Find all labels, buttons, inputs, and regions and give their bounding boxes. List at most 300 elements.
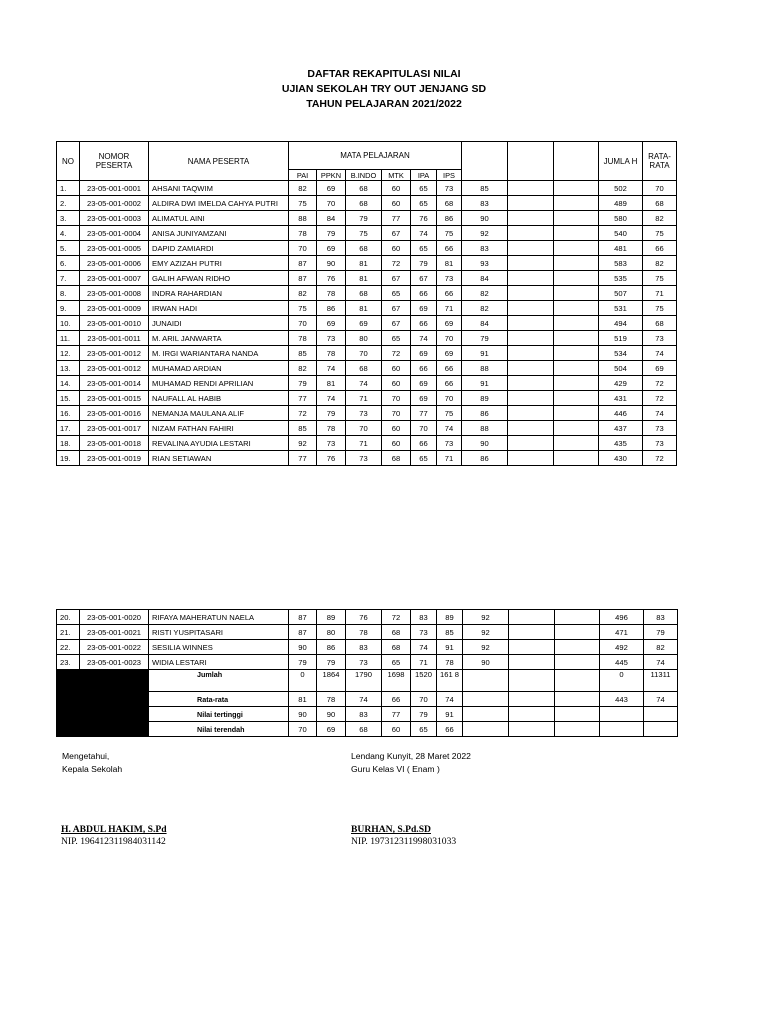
right-signer-name: BURHAN, S.Pd.SD — [351, 824, 431, 835]
row-number: 14. — [57, 376, 80, 391]
score-bindo: 81 — [346, 271, 382, 286]
score-ipa: 71 — [411, 655, 437, 670]
score-sbdp: 84 — [462, 271, 508, 286]
score-rata: 70 — [643, 181, 677, 196]
score-rata: 73 — [643, 331, 677, 346]
header-rata-rata: RATA-RATA — [643, 142, 677, 181]
score-jumlah: 489 — [599, 196, 643, 211]
summary-ips: 66 — [437, 722, 463, 737]
score-ips: 70 — [437, 391, 462, 406]
score-ppkn: 70 — [317, 196, 346, 211]
score-pai: 88 — [289, 211, 317, 226]
score-jumlah: 445 — [600, 655, 644, 670]
score-mulok — [554, 376, 599, 391]
score-sbdp: 82 — [462, 286, 508, 301]
row-number: 2. — [57, 196, 80, 211]
score-sbdp: 90 — [463, 655, 509, 670]
participant-name: M. ARIL JANWARTA — [149, 331, 289, 346]
right-signer-nip: NIP. 197312311998031033 — [351, 836, 457, 847]
score-ppkn: 86 — [317, 301, 346, 316]
score-mulok — [554, 346, 599, 361]
score-ipa: 66 — [411, 286, 437, 301]
score-jumlah: 435 — [599, 436, 643, 451]
summary-mulok — [555, 692, 600, 707]
score-mulok — [555, 640, 600, 655]
summary-mulok — [555, 707, 600, 722]
score-bindo: 68 — [346, 241, 382, 256]
score-bindo: 71 — [346, 436, 382, 451]
summary-mtk: 1698 — [382, 670, 411, 692]
table-row — [57, 451, 677, 466]
score-rata: 69 — [643, 361, 677, 376]
left-signer-nip: NIP. 196412311984031142 — [61, 836, 166, 847]
participant-number: 23-05-001-0008 — [80, 286, 149, 301]
summary-pai: 90 — [289, 707, 317, 722]
score-ips: 78 — [437, 655, 463, 670]
score-sbdp: 90 — [462, 211, 508, 226]
score-ppkn: 86 — [317, 640, 346, 655]
summary-pjok — [509, 707, 555, 722]
score-rata: 74 — [643, 406, 677, 421]
summary-bindo: 68 — [346, 722, 382, 737]
table-row — [57, 316, 677, 331]
mengetahui-label: Mengetahui, — [62, 751, 110, 761]
score-rata: 74 — [644, 655, 678, 670]
score-ipa: 66 — [411, 436, 437, 451]
participant-name: NIZAM FATHAN FAHIRI — [149, 421, 289, 436]
score-pai: 82 — [289, 181, 317, 196]
score-ipa: 70 — [411, 421, 437, 436]
score-mtk: 72 — [382, 346, 411, 361]
row-number: 10. — [57, 316, 80, 331]
summary-rata — [644, 722, 678, 737]
right-signer — [351, 824, 456, 848]
score-ppkn: 79 — [317, 226, 346, 241]
score-ppkn: 74 — [317, 361, 346, 376]
score-bindo: 73 — [346, 451, 382, 466]
score-bindo: 75 — [346, 226, 382, 241]
score-bindo: 70 — [346, 346, 382, 361]
summary-label: Nilai tertinggi — [149, 707, 289, 722]
score-bindo: 76 — [346, 610, 382, 625]
score-ips: 68 — [437, 196, 462, 211]
summary-ipa: 79 — [411, 707, 437, 722]
summary-ips: 91 — [437, 707, 463, 722]
participant-number: 23-05-001-0018 — [80, 436, 149, 451]
summary-bindo: 74 — [346, 692, 382, 707]
summary-row — [57, 707, 678, 722]
score-mtk: 60 — [382, 421, 411, 436]
score-pjok — [508, 376, 554, 391]
score-pjok — [508, 331, 554, 346]
participant-number: 23-05-001-0006 — [80, 256, 149, 271]
score-jumlah: 580 — [599, 211, 643, 226]
score-ipa: 65 — [411, 196, 437, 211]
row-number: 6. — [57, 256, 80, 271]
score-ips: 66 — [437, 376, 462, 391]
table-row — [57, 391, 677, 406]
score-ips: 66 — [437, 361, 462, 376]
score-ppkn: 78 — [317, 346, 346, 361]
participant-name: INDRA RAHARDIAN — [149, 286, 289, 301]
row-number: 3. — [57, 211, 80, 226]
score-rata: 72 — [643, 376, 677, 391]
summary-pai: 0 — [289, 670, 317, 692]
score-pjok — [508, 406, 554, 421]
summary-bindo: 1790 — [346, 670, 382, 692]
summary-ips: 161 8 — [437, 670, 463, 692]
score-ipa: 65 — [411, 181, 437, 196]
score-ips: 89 — [437, 610, 463, 625]
score-rata: 79 — [644, 625, 678, 640]
score-ips: 75 — [437, 226, 462, 241]
score-rata: 82 — [643, 256, 677, 271]
summary-sbdp — [463, 707, 509, 722]
participant-number: 23-05-001-0009 — [80, 301, 149, 316]
score-pai: 75 — [289, 196, 317, 211]
score-pai: 70 — [289, 241, 317, 256]
score-pai: 77 — [289, 391, 317, 406]
grades-table-continued — [56, 609, 678, 737]
score-pjok — [508, 346, 554, 361]
score-mtk: 70 — [382, 391, 411, 406]
score-mulok — [555, 625, 600, 640]
score-rata: 68 — [643, 196, 677, 211]
score-sbdp: 83 — [462, 196, 508, 211]
score-sbdp: 86 — [462, 451, 508, 466]
table-row — [57, 640, 678, 655]
score-mtk: 67 — [382, 271, 411, 286]
score-bindo: 73 — [346, 406, 382, 421]
score-bindo: 78 — [346, 625, 382, 640]
table-row — [57, 361, 677, 376]
row-number: 16. — [57, 406, 80, 421]
score-ppkn: 73 — [317, 436, 346, 451]
summary-ppkn: 78 — [317, 692, 346, 707]
row-number: 4. — [57, 226, 80, 241]
score-sbdp: 92 — [463, 610, 509, 625]
participant-number: 23-05-001-0004 — [80, 226, 149, 241]
score-pai: 79 — [289, 376, 317, 391]
score-ipa: 65 — [411, 451, 437, 466]
summary-sbdp — [463, 692, 509, 707]
participant-name: ALIMATUL AINI — [149, 211, 289, 226]
row-number: 21. — [57, 625, 80, 640]
score-jumlah: 502 — [599, 181, 643, 196]
summary-ipa: 70 — [411, 692, 437, 707]
row-number: 22. — [57, 640, 80, 655]
summary-pjok — [509, 670, 555, 692]
participant-name: RIFAYA MAHERATUN NAELA — [149, 610, 289, 625]
document-subtitle: UJIAN SEKOLAH TRY OUT JENJANG SD — [281, 83, 487, 95]
table-row — [57, 241, 677, 256]
score-sbdp: 90 — [462, 436, 508, 451]
guru-kelas-label: Guru Kelas VI ( Enam ) — [351, 764, 440, 774]
score-pjok — [508, 211, 554, 226]
table-row — [57, 436, 677, 451]
score-jumlah: 583 — [599, 256, 643, 271]
score-rata: 68 — [643, 316, 677, 331]
summary-pai: 70 — [289, 722, 317, 737]
participant-number: 23-05-001-0016 — [80, 406, 149, 421]
row-number: 18. — [57, 436, 80, 451]
score-sbdp: 91 — [462, 346, 508, 361]
score-jumlah: 494 — [599, 316, 643, 331]
participant-name: EMY AZIZAH PUTRI — [149, 256, 289, 271]
left-signature-block — [62, 750, 122, 776]
score-ips: 75 — [437, 406, 462, 421]
summary-sbdp — [463, 670, 509, 692]
score-bindo: 68 — [346, 196, 382, 211]
score-jumlah: 507 — [599, 286, 643, 301]
header-mata-pelajaran: MATA PELAJARAN — [289, 142, 462, 170]
score-mulok — [554, 421, 599, 436]
score-ppkn: 76 — [317, 451, 346, 466]
score-rata: 75 — [643, 301, 677, 316]
score-sbdp: 84 — [462, 316, 508, 331]
header-nama-peserta: NAMA PESERTA — [149, 142, 289, 181]
score-ips: 71 — [437, 451, 462, 466]
score-mtk: 60 — [382, 376, 411, 391]
summary-mtk: 66 — [382, 692, 411, 707]
header-subject: PAI — [289, 170, 317, 181]
participant-name: MUHAMAD RENDI APRILIAN — [149, 376, 289, 391]
score-pjok — [508, 226, 554, 241]
score-ppkn: 79 — [317, 406, 346, 421]
summary-row — [57, 670, 678, 692]
score-bindo: 83 — [346, 640, 382, 655]
score-mtk: 77 — [382, 211, 411, 226]
score-mulok — [554, 331, 599, 346]
summary-rata: 74 — [644, 692, 678, 707]
participant-number: 23-05-001-0001 — [80, 181, 149, 196]
participant-name: AHSANI TAQWIM — [149, 181, 289, 196]
score-ipa: 66 — [411, 316, 437, 331]
score-ipa: 69 — [411, 391, 437, 406]
participant-name: RISTI YUSPITASARI — [149, 625, 289, 640]
score-ipa: 69 — [411, 376, 437, 391]
summary-row — [57, 692, 678, 707]
table-row — [57, 331, 677, 346]
score-pjok — [508, 286, 554, 301]
table-row — [57, 211, 677, 226]
score-jumlah: 430 — [599, 451, 643, 466]
kepala-sekolah-label: Kepala Sekolah — [62, 764, 123, 774]
row-number: 12. — [57, 346, 80, 361]
summary-bindo: 83 — [346, 707, 382, 722]
score-bindo: 74 — [346, 376, 382, 391]
participant-name: WIDIA LESTARI — [149, 655, 289, 670]
score-rata: 75 — [643, 226, 677, 241]
score-mtk: 72 — [382, 610, 411, 625]
score-jumlah: 446 — [599, 406, 643, 421]
table-row — [57, 181, 677, 196]
row-number: 1. — [57, 181, 80, 196]
left-signer-name: H. ABDUL HAKIM, S.Pd — [61, 824, 167, 835]
summary-jumlah: 443 — [600, 692, 644, 707]
score-ipa: 74 — [411, 640, 437, 655]
score-mtk: 60 — [382, 436, 411, 451]
score-mulok — [554, 256, 599, 271]
table-row — [57, 421, 677, 436]
score-ppkn: 69 — [317, 241, 346, 256]
score-mulok — [554, 241, 599, 256]
score-rata: 82 — [643, 211, 677, 226]
score-ips: 85 — [437, 625, 463, 640]
score-pjok — [508, 316, 554, 331]
row-number: 20. — [57, 610, 80, 625]
score-pjok — [508, 391, 554, 406]
summary-ipa: 1520 — [411, 670, 437, 692]
participant-name: DAPID ZAMIARDI — [149, 241, 289, 256]
participant-number: 23-05-001-0007 — [80, 271, 149, 286]
score-ppkn: 69 — [317, 316, 346, 331]
row-number: 11. — [57, 331, 80, 346]
score-pai: 78 — [289, 226, 317, 241]
score-jumlah: 531 — [599, 301, 643, 316]
score-mtk: 60 — [382, 361, 411, 376]
score-rata: 72 — [643, 391, 677, 406]
score-pai: 87 — [289, 625, 317, 640]
score-rata: 74 — [643, 346, 677, 361]
score-mtk: 67 — [382, 301, 411, 316]
score-mulok — [555, 610, 600, 625]
score-ppkn: 89 — [317, 610, 346, 625]
score-jumlah: 496 — [600, 610, 644, 625]
score-mulok — [554, 211, 599, 226]
score-sbdp: 79 — [462, 331, 508, 346]
score-bindo: 79 — [346, 211, 382, 226]
summary-mtk: 77 — [382, 707, 411, 722]
score-pjok — [508, 256, 554, 271]
score-pai: 85 — [289, 346, 317, 361]
table-row — [57, 655, 678, 670]
score-pai: 78 — [289, 331, 317, 346]
participant-number: 23-05-001-0021 — [80, 625, 149, 640]
score-mtk: 60 — [382, 181, 411, 196]
score-bindo: 68 — [346, 286, 382, 301]
score-mulok — [554, 286, 599, 301]
score-rata: 71 — [643, 286, 677, 301]
score-jumlah: 540 — [599, 226, 643, 241]
score-ips: 74 — [437, 421, 462, 436]
score-pjok — [508, 241, 554, 256]
score-jumlah: 519 — [599, 331, 643, 346]
summary-ppkn: 1864 — [317, 670, 346, 692]
participant-number: 23-05-001-0020 — [80, 610, 149, 625]
summary-ppkn: 69 — [317, 722, 346, 737]
participant-number: 23-05-001-0022 — [80, 640, 149, 655]
score-sbdp: 82 — [462, 301, 508, 316]
score-bindo: 73 — [346, 655, 382, 670]
score-sbdp: 92 — [463, 640, 509, 655]
score-mtk: 68 — [382, 451, 411, 466]
score-pjok — [508, 421, 554, 436]
table-row — [57, 196, 677, 211]
row-number: 19. — [57, 451, 80, 466]
score-pjok — [509, 610, 555, 625]
score-pai: 87 — [289, 271, 317, 286]
participant-name: IRWAN HADI — [149, 301, 289, 316]
row-number: 15. — [57, 391, 80, 406]
participant-name: RIAN SETIAWAN — [149, 451, 289, 466]
score-jumlah: 492 — [600, 640, 644, 655]
summary-pai: 81 — [289, 692, 317, 707]
participant-name: NAUFALL AL HABIB — [149, 391, 289, 406]
participant-number: 23-05-001-0003 — [80, 211, 149, 226]
participant-name: NEMANJA MAULANA ALIF — [149, 406, 289, 421]
score-pai: 75 — [289, 301, 317, 316]
score-pai: 90 — [289, 640, 317, 655]
table-row — [57, 406, 677, 421]
header-blank — [462, 142, 508, 181]
row-number: 17. — [57, 421, 80, 436]
score-sbdp: 89 — [462, 391, 508, 406]
participant-name: GALIH AFWAN RIDHO — [149, 271, 289, 286]
score-pai: 82 — [289, 286, 317, 301]
participant-number: 23-05-001-0023 — [80, 655, 149, 670]
score-bindo: 80 — [346, 331, 382, 346]
document-title: DAFTAR REKAPITULASI NILAI — [307, 68, 461, 80]
score-rata: 83 — [644, 610, 678, 625]
score-rata: 82 — [644, 640, 678, 655]
score-sbdp: 85 — [462, 181, 508, 196]
row-number: 7. — [57, 271, 80, 286]
table-row — [57, 346, 677, 361]
table-row — [57, 226, 677, 241]
score-mtk: 65 — [382, 286, 411, 301]
score-pjok — [508, 181, 554, 196]
score-mulok — [554, 316, 599, 331]
table-row — [57, 625, 678, 640]
score-pjok — [508, 451, 554, 466]
score-pai: 85 — [289, 421, 317, 436]
blacked-out-cell — [57, 670, 149, 737]
academic-year: TAHUN PELAJARAN 2021/2022 — [306, 98, 462, 110]
header-nomor-peserta: NOMOR PESERTA — [80, 142, 149, 181]
score-pai: 70 — [289, 316, 317, 331]
score-pjok — [508, 361, 554, 376]
score-mtk: 70 — [382, 406, 411, 421]
participant-name: REVALINA AYUDIA LESTARI — [149, 436, 289, 451]
score-sbdp: 93 — [462, 256, 508, 271]
participant-number: 23-05-001-0002 — [80, 196, 149, 211]
summary-pjok — [509, 722, 555, 737]
participant-number: 23-05-001-0010 — [80, 316, 149, 331]
row-number: 9. — [57, 301, 80, 316]
table-row — [57, 610, 678, 625]
participant-name: MUHAMAD ARDIAN — [149, 361, 289, 376]
score-ips: 66 — [437, 286, 462, 301]
score-pjok — [508, 196, 554, 211]
score-ipa: 65 — [411, 241, 437, 256]
score-ipa: 73 — [411, 625, 437, 640]
score-mtk: 72 — [382, 256, 411, 271]
score-pjok — [509, 625, 555, 640]
score-pai: 72 — [289, 406, 317, 421]
participant-number: 23-05-001-0014 — [80, 376, 149, 391]
score-bindo: 71 — [346, 391, 382, 406]
score-ppkn: 80 — [317, 625, 346, 640]
score-ppkn: 78 — [317, 421, 346, 436]
right-signature-block — [351, 750, 471, 776]
score-mtk: 65 — [382, 331, 411, 346]
score-mulok — [554, 226, 599, 241]
score-mulok — [554, 436, 599, 451]
score-pai: 77 — [289, 451, 317, 466]
score-mtk: 60 — [382, 196, 411, 211]
score-ips: 70 — [437, 331, 462, 346]
